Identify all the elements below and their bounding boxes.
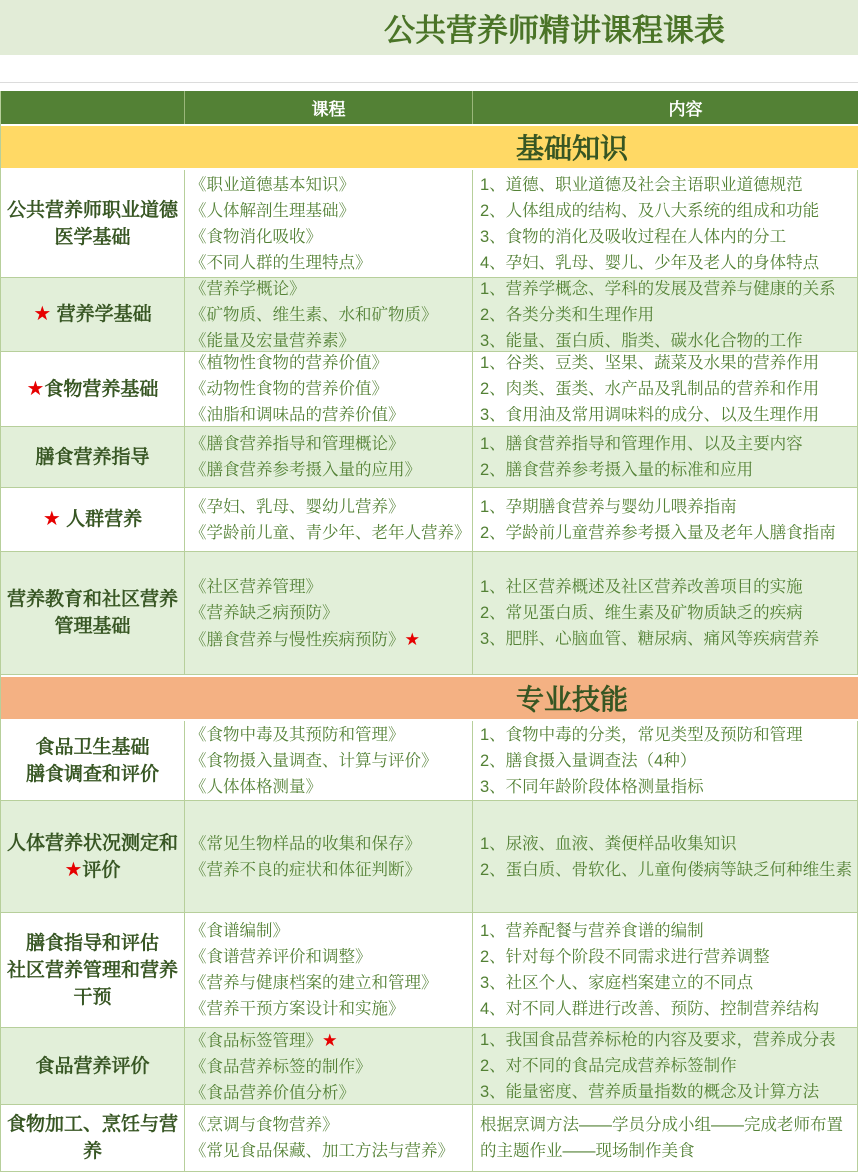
content-line: 2、常见蛋白质、维生素及矿物质缺乏的疾病 (480, 604, 803, 622)
content-cell (473, 488, 858, 551)
content-cell (473, 427, 858, 487)
content-line: 1、膳食营养指导和管理作用、以及主要内容 (480, 435, 803, 453)
course-cell (185, 427, 473, 487)
content-line: 根据烹调方法——学员分成小组——完成老师布置的主题作业——现场制作美食 (480, 1116, 843, 1160)
topic-line: 食物加工、烹饪与营 (6, 1114, 178, 1135)
content-line: 2、对不同的食品完成营养标签制作 (480, 1057, 737, 1075)
table-row (1, 427, 858, 488)
course-title: 《人体解剖生理基础》 (190, 201, 355, 220)
content-line: 3、社区个人、家庭档案建立的不同点 (480, 974, 754, 992)
course-title: 《营养学概论》 (190, 279, 306, 298)
content-cell (473, 170, 858, 277)
table-row (1, 1105, 858, 1172)
content-line: 1、谷类、豆类、坚果、蔬菜及水果的营养作用 (480, 354, 820, 372)
course-cell (185, 801, 473, 912)
table-row (1, 801, 858, 913)
topic-line: ★食物营养基础 (26, 377, 159, 400)
course-cell (185, 278, 473, 351)
content-line: 2、学龄前儿童营养参考摄入量及老年人膳食指南 (480, 523, 836, 542)
key-point-star-icon: ★ (64, 858, 83, 881)
content-cell (473, 552, 858, 674)
course-title: 《食品营养标签的制作》 (190, 1057, 372, 1076)
header-cell-topic (1, 91, 185, 124)
course-title: 《食物摄入量调查、计算与评价》 (190, 751, 438, 770)
key-point-star-icon: ★ (404, 628, 421, 649)
content-line: 1、社区营养概述及社区营养改善项目的实施 (480, 578, 803, 596)
content-line: 3、食物的消化及吸收过程在人体内的分工 (480, 227, 787, 246)
spacer-row (0, 55, 858, 83)
course-title: 《营养与健康档案的建立和管理》 (190, 974, 438, 992)
content-cell (473, 721, 858, 800)
topic-line: 公共营养师职业道德 (6, 199, 178, 221)
course-table (0, 91, 858, 1172)
table-row (1, 278, 858, 352)
spacer-row (0, 83, 858, 91)
content-line: 3、食用油及常用调味料的成分、以及生理作用 (480, 406, 820, 424)
content-line: 2、膳食营养参考摄入量的标准和应用 (480, 461, 754, 479)
course-title: 《社区营养管理》 (190, 577, 322, 596)
course-title: 《营养不良的症状和体征判断》 (190, 860, 421, 879)
table-header-row (1, 91, 858, 124)
topic-line: 食品卫生基础 (35, 736, 150, 758)
page-title: 公共营养师精讲课程课表 (384, 13, 725, 48)
topic-cell (1, 488, 185, 551)
table-row (1, 552, 858, 675)
content-line: 1、营养学概念、学科的发展及营养与健康的关系 (480, 279, 836, 298)
course-title: 《食物消化吸收》 (190, 227, 322, 246)
content-cell (473, 1028, 858, 1104)
content-cell (473, 801, 858, 912)
header-cell-content: 内容 (668, 100, 703, 119)
topic-line: 膳食营养指导 (35, 446, 150, 468)
content-line: 1、孕期膳食营养与婴幼儿喂养指南 (480, 497, 737, 516)
table-row (1, 488, 858, 552)
course-cell (185, 721, 473, 800)
content-line: 3、能量、蛋白质、脂类、碳水化合物的工作 (480, 331, 803, 350)
table-row (1, 352, 858, 427)
topic-line: 营养教育和社区营养 (6, 589, 178, 610)
course-title: 《职业道德基本知识》 (190, 175, 355, 194)
course-cell (185, 170, 473, 277)
key-point-star-icon: ★ (322, 1029, 338, 1050)
course-cell (185, 352, 473, 426)
topic-line: 干预 (73, 986, 112, 1008)
course-cell (185, 488, 473, 551)
course-title: 《孕妇、乳母、婴幼儿营养》 (190, 497, 405, 516)
topic-cell (1, 1105, 185, 1171)
course-title: 《膳食营养参考摄入量的应用》 (190, 461, 421, 479)
topic-cell (1, 427, 185, 487)
course-title: 《食品标签管理》★ (190, 1029, 338, 1050)
topic-cell (1, 552, 185, 674)
topic-line: 社区营养管理和营养 (6, 959, 178, 981)
table-body (1, 124, 858, 1172)
topic-line: 膳食指导和评估 (25, 932, 159, 954)
content-cell (473, 1105, 858, 1171)
table-row (1, 913, 858, 1028)
topic-cell (1, 721, 185, 800)
topic-line: 管理基础 (54, 616, 131, 637)
content-line: 3、肥胖、心脑血管、糖尿病、痛风等疾病营养 (480, 630, 820, 648)
content-line: 1、营养配餐与营养食谱的编制 (480, 922, 704, 940)
course-title: 《膳食营养与慢性疾病预防》★ (190, 628, 421, 649)
key-point-star-icon: ★ (33, 303, 52, 325)
content-cell (473, 913, 858, 1027)
course-title: 《学龄前儿童、青少年、老年人营养》 (190, 523, 471, 542)
course-cell (185, 552, 473, 674)
topic-cell (1, 170, 185, 277)
course-title: 《食谱营养评价和调整》 (190, 948, 372, 966)
content-line: 2、肉类、蛋类、水产品及乳制品的营养和作用 (480, 380, 820, 398)
course-title: 《食谱编制》 (190, 922, 289, 940)
course-title: 《食品营养价值分析》 (190, 1083, 355, 1102)
topic-line: 人体营养状况测定和 (6, 832, 178, 854)
course-title: 《植物性食物的营养价值》 (190, 354, 388, 372)
content-line: 1、我国食品营养标枪的内容及要求，营养成分表 (480, 1031, 836, 1049)
course-title: 《膳食营养指导和管理概论》 (190, 435, 405, 453)
content-line: 2、针对每个阶段不同需求进行营养调整 (480, 948, 770, 966)
course-cell (185, 913, 473, 1027)
content-line: 2、蛋白质、骨软化、儿童佝偻病等缺乏何种维生素 (480, 860, 853, 879)
course-title: 《油脂和调味品的营养价值》 (190, 406, 405, 424)
table-row (1, 721, 858, 801)
topic-cell (1, 801, 185, 912)
section-header: 基础知识 (1, 124, 858, 170)
course-title: 《常见生物样品的收集和保存》 (190, 834, 421, 853)
course-title: 《食物中毒及其预防和管理》 (190, 725, 405, 744)
course-title: 《营养缺乏病预防》 (190, 603, 339, 622)
content-line: 4、孕妇、乳母、婴儿、少年及老人的身体特点 (480, 253, 820, 272)
content-cell (473, 352, 858, 426)
topic-line: 食品营养评价 (35, 1055, 150, 1077)
topic-cell (1, 352, 185, 426)
topic-line: 医学基础 (54, 226, 131, 248)
content-line: 3、能量密度、营养质量指数的概念及计算方法 (480, 1083, 820, 1101)
content-line: 1、道德、职业道德及社会主语职业道德规范 (480, 175, 803, 194)
course-title: 《人体体格测量》 (190, 777, 322, 796)
content-line: 2、各类分类和生理作用 (480, 305, 655, 324)
topic-line: ★ 人群营养 (42, 508, 143, 530)
course-title: 《烹调与食物营养》 (190, 1116, 339, 1134)
course-title: 《不同人群的生理特点》 (190, 253, 372, 272)
course-title: 《常见食品保藏、加工方法与营养》 (190, 1142, 454, 1160)
course-cell (185, 1105, 473, 1171)
table-row (1, 170, 858, 278)
topic-cell (1, 278, 185, 351)
topic-line: 膳食调查和评价 (25, 763, 159, 785)
content-cell (473, 278, 858, 351)
course-title: 《能量及宏量营养素》 (190, 331, 355, 350)
course-title: 《营养干预方案设计和实施》 (190, 1000, 405, 1018)
content-line: 2、人体组成的结构、及八大系统的组成和功能 (480, 201, 820, 220)
content-line: 1、食物中毒的分类，常见类型及预防和管理 (480, 725, 803, 744)
topic-line: ★ 营养学基础 (33, 303, 152, 325)
header-cell-course: 课程 (185, 91, 473, 124)
topic-cell (1, 1028, 185, 1104)
course-title: 《矿物质、维生素、水和矿物质》 (190, 305, 438, 324)
content-line: 2、膳食摄入量调查法（4种） (480, 751, 697, 770)
content-line: 3、不同年龄阶段体格测量指标 (480, 777, 704, 796)
table-row (1, 1028, 858, 1105)
section-header: 专业技能 (1, 675, 858, 721)
course-cell (185, 1028, 473, 1104)
title-band (0, 0, 858, 55)
key-point-star-icon: ★ (42, 508, 61, 530)
course-title: 《动物性食物的营养价值》 (190, 380, 388, 398)
key-point-star-icon: ★ (26, 377, 45, 400)
content-line: 4、对不同人群进行改善、预防、控制营养结构 (480, 1000, 820, 1018)
content-line: 1、尿液、血液、粪便样品收集知识 (480, 834, 737, 853)
topic-line: ★评价 (64, 858, 121, 881)
topic-line: 养 (82, 1141, 102, 1162)
topic-cell (1, 913, 185, 1027)
